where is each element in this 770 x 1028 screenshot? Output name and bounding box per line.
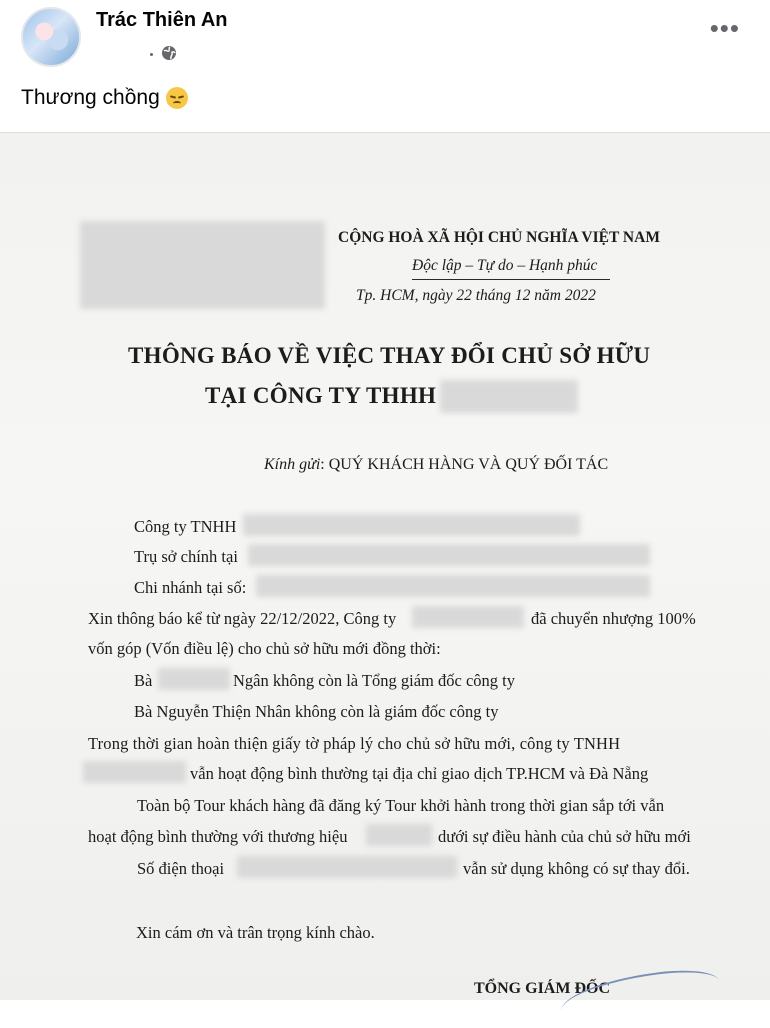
post-header: [0, 0, 770, 133]
more-options-button[interactable]: •••: [709, 13, 740, 43]
motto: Độc lập – Tự do – Hạnh phúc: [412, 257, 598, 274]
greeting-prefix: Kính gửi: [264, 456, 321, 473]
redacted-company-name: [243, 514, 580, 536]
republic-line: CỘNG HOÀ XÃ HỘI CHỦ NGHĨA VIỆT NAM: [338, 229, 660, 246]
item1-suffix: Ngân không còn là Tổng giám đốc công ty: [233, 671, 515, 690]
tour-line2-end: dưới sự điều hành của chủ sở hữu mới: [438, 827, 691, 846]
caption-text: Thương chồng: [21, 86, 160, 109]
redacted-person-name: [158, 668, 230, 690]
place-date: Tp. HCM, ngày 22 tháng 12 năm 2022: [356, 287, 596, 304]
closing: Xin cám ơn và trân trọng kính chào.: [136, 923, 375, 942]
redacted-logo: [80, 221, 325, 309]
post-caption: [21, 86, 188, 110]
document-image[interactable]: [0, 133, 770, 1000]
notice-end: đã chuyển nhượng 100%: [531, 609, 696, 628]
phone-end: vẫn sử dụng không có sự thay đổi.: [463, 859, 690, 878]
redacted-hq-address: [248, 544, 650, 566]
globe-icon[interactable]: [161, 45, 177, 64]
period-line1: Trong thời gian hoàn thiện giấy tờ pháp lý cho chủ sở hữu mới, công ty TNHH: [88, 734, 621, 753]
redacted-branch-address: [256, 575, 650, 597]
author-name[interactable]: Trác Thiên An: [96, 9, 228, 31]
redacted-phone: [237, 856, 457, 878]
document-title: THÔNG BÁO VỀ VIỆC THAY ĐỔI CHỦ SỞ HỮU: [128, 343, 651, 368]
notice-start: Xin thông báo kể từ ngày 22/12/2022, Công ty: [88, 609, 397, 628]
branch-label: Chi nhánh tại số:: [134, 578, 247, 597]
post-meta: [150, 45, 177, 64]
tour-line1: Toàn bộ Tour khách hàng đã đăng ký Tour khởi hành trong thời gian sắp tới vẫn: [137, 796, 665, 815]
item1-prefix: Bà: [134, 671, 153, 690]
redacted-company-period: [83, 761, 186, 783]
redacted-company-title: [440, 380, 578, 413]
company-label: Công ty TNHH: [134, 517, 237, 536]
document-subtitle: TẠI CÔNG TY THHH: [205, 383, 437, 408]
phone-label: Số điện thoại: [137, 859, 225, 878]
motto-underline: [412, 279, 610, 280]
pensive-face-emoji-icon: [166, 87, 188, 109]
avatar[interactable]: [21, 7, 81, 67]
signature-title: TỔNG GIÁM ĐỐC: [474, 980, 610, 997]
hq-label: Trụ sở chính tại: [134, 547, 238, 566]
period-line2: vẫn hoạt động bình thường tại địa chỉ giao dịch TP.HCM và Đà Nẵng: [190, 764, 649, 783]
redacted-company-short: [412, 606, 524, 628]
redacted-brand: [366, 824, 432, 846]
item2: Bà Nguyễn Thiện Nhân không còn là giám đốc công ty: [134, 702, 499, 721]
greeting: [264, 456, 608, 474]
notice-line2: vốn góp (Vốn điều lệ) cho chủ sở hữu mới đồng thời:: [88, 639, 441, 658]
separator-dot: [150, 53, 153, 56]
tour-line2-start: hoạt động bình thường với thương hiệu: [88, 827, 348, 846]
signature-stroke: [558, 964, 722, 1028]
greeting-text: : QUÝ KHÁCH HÀNG VÀ QUÝ ĐỐI TÁC: [320, 456, 609, 473]
